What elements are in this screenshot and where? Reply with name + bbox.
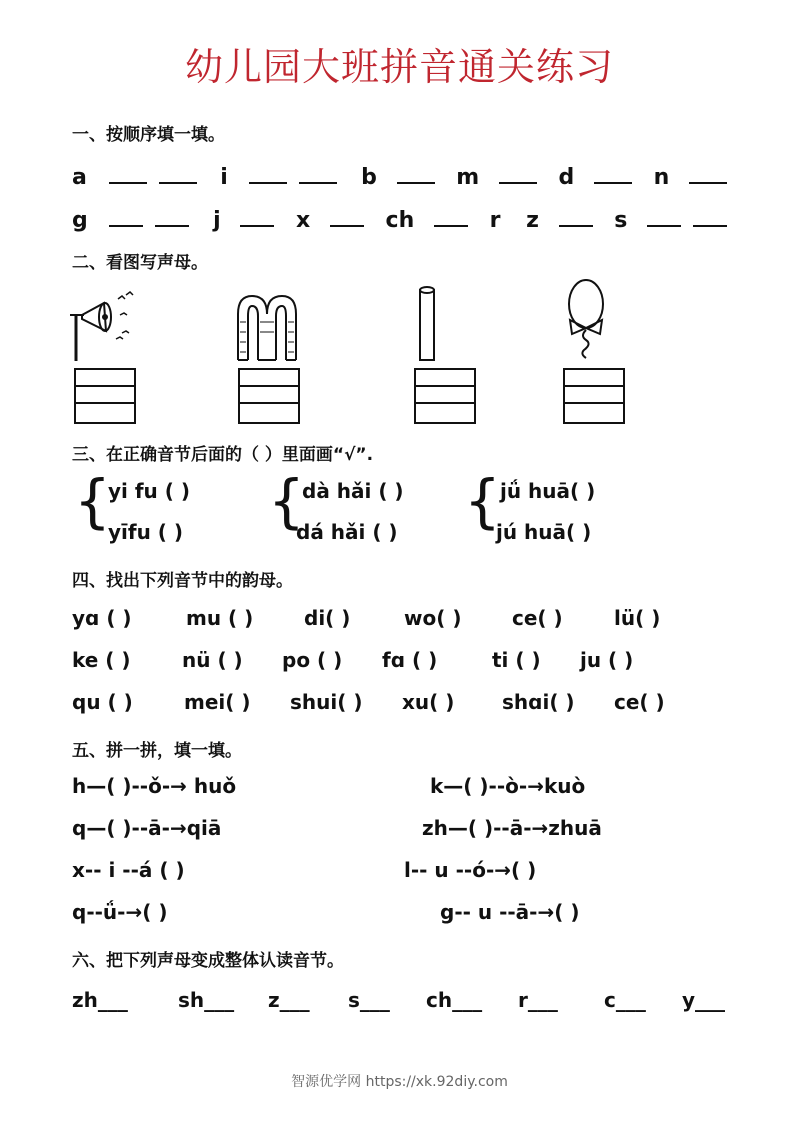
letter: b: [361, 165, 377, 190]
letter: j: [213, 208, 221, 233]
spelling-item[interactable]: q—( )--ā-→qiā: [72, 816, 222, 840]
fill-item[interactable]: c___: [604, 988, 646, 1012]
spelling-item[interactable]: zh—( )--ā-→zhuā: [422, 816, 602, 840]
syllable-item[interactable]: xu( ): [402, 690, 455, 714]
fill-item[interactable]: z___: [268, 988, 310, 1012]
letter: z: [526, 208, 539, 233]
section-1-row-1: [72, 160, 729, 190]
spelling-item[interactable]: q--ǘ-→( ): [72, 900, 168, 924]
option-text[interactable]: dà hǎi ( ): [302, 479, 404, 503]
syllable-item[interactable]: qu ( ): [72, 690, 133, 714]
section-6-heading: 六、把下列声母变成整体认读音节。: [72, 951, 344, 971]
fill-item[interactable]: r___: [518, 988, 558, 1012]
syllable-item[interactable]: shɑi( ): [502, 690, 575, 714]
section-4-heading: 四、找出下列音节中的韵母。: [72, 571, 293, 591]
syllable-item[interactable]: yɑ ( ): [72, 606, 132, 630]
fill-item[interactable]: s___: [348, 988, 390, 1012]
syllable-item[interactable]: mu ( ): [186, 606, 254, 630]
syllable-item[interactable]: lü( ): [614, 606, 661, 630]
letter: s: [614, 208, 628, 233]
brace-3: {: [464, 467, 501, 535]
letter: d: [558, 165, 575, 190]
option-text[interactable]: yīfu ( ): [108, 520, 184, 544]
section-3-heading: 三、在正确音节后面的（ ）里面画“√”.: [72, 445, 374, 465]
fill-item[interactable]: y___: [682, 988, 726, 1012]
syllable-item[interactable]: nü ( ): [182, 648, 243, 672]
spelling-item[interactable]: h—( )--ǒ-→ huǒ: [72, 774, 237, 798]
option-text[interactable]: jú huā( ): [496, 520, 592, 544]
page-title: 幼儿园大班拼音通关练习: [184, 45, 614, 89]
syllable-item[interactable]: fɑ ( ): [382, 648, 438, 672]
syllable-item[interactable]: ce( ): [512, 606, 563, 630]
letter: a: [72, 165, 87, 190]
loudspeaker-icon: [66, 285, 146, 365]
m-shape-arch-icon: [234, 292, 300, 362]
footer-watermark: 智源优学网 https://xk.92diy.com: [291, 1074, 508, 1090]
letter: i: [220, 165, 228, 190]
option-text[interactable]: dá hǎi ( ): [296, 520, 398, 544]
fill-item[interactable]: zh___: [72, 988, 128, 1012]
syllable-item[interactable]: ju ( ): [580, 648, 634, 672]
syllable-item[interactable]: ti ( ): [492, 648, 541, 672]
letter: x: [295, 208, 311, 233]
answer-box-1[interactable]: [74, 368, 136, 424]
section-1-heading: 一、按顺序填一填。: [72, 125, 225, 145]
letter: ch: [385, 208, 415, 233]
syllable-item[interactable]: ce( ): [614, 690, 665, 714]
stick-icon: [412, 284, 442, 362]
syllable-item[interactable]: wo( ): [404, 606, 462, 630]
syllable-item[interactable]: ke ( ): [72, 648, 131, 672]
option-text[interactable]: yi fu ( ): [108, 479, 191, 503]
answer-box-3[interactable]: [414, 368, 476, 424]
option-text[interactable]: jǘ huā( ): [500, 479, 596, 503]
fill-item[interactable]: sh___: [178, 988, 235, 1012]
letter: r: [489, 208, 501, 233]
answer-box-2[interactable]: [238, 368, 300, 424]
spelling-item[interactable]: x-- i --á ( ): [72, 858, 185, 882]
syllable-item[interactable]: po ( ): [282, 648, 343, 672]
syllable-item[interactable]: mei( ): [184, 690, 251, 714]
spelling-item[interactable]: l-- u --ó-→( ): [404, 858, 537, 882]
balloon-icon: [560, 278, 612, 362]
letter: n: [653, 165, 670, 190]
spelling-item[interactable]: k—( )--ò-→kuò: [430, 774, 586, 798]
letter: m: [456, 165, 480, 190]
section-1-row-2: [72, 203, 729, 233]
syllable-item[interactable]: shui( ): [290, 690, 363, 714]
letter: g: [72, 208, 88, 233]
brace-1: {: [74, 467, 111, 535]
section-2-heading: 二、看图写声母。: [72, 253, 208, 273]
fill-item[interactable]: ch___: [426, 988, 483, 1012]
answer-box-4[interactable]: [563, 368, 625, 424]
section-5-heading: 五、拼一拼，填一填。: [72, 741, 242, 761]
spelling-item[interactable]: g-- u --ā-→( ): [440, 900, 580, 924]
syllable-item[interactable]: di( ): [304, 606, 351, 630]
brace-2: {: [268, 467, 305, 535]
